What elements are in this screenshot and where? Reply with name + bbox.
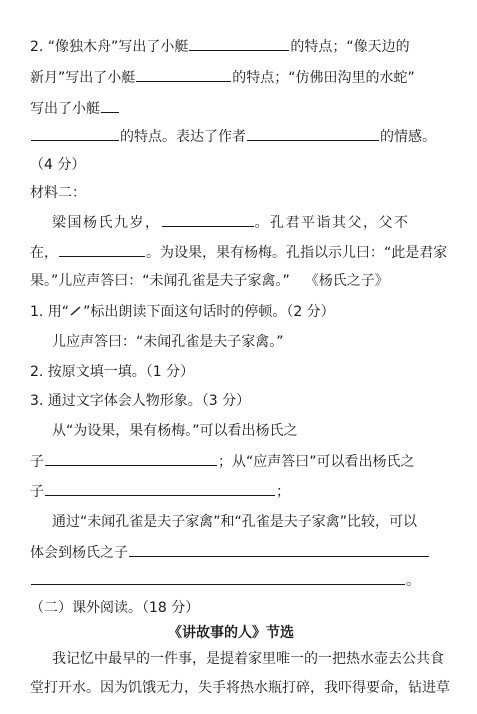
question-text: ；从“应声答曰”可以看出杨氏之 xyxy=(218,454,415,470)
question-text: 体会到杨氏之子 xyxy=(30,545,128,561)
q2-text: 写出了小艇 xyxy=(30,101,100,117)
question-text: 。 xyxy=(406,573,420,589)
question-text: ； xyxy=(276,484,290,500)
answer-blank[interactable] xyxy=(101,98,119,113)
answer-blank[interactable] xyxy=(45,481,275,496)
passage-text: 果。”儿应声答曰：“未闻孔雀是夫子家禽。” xyxy=(30,273,290,289)
question-3-line-4: 通过“未闻孔雀是夫子家禽”和“孔雀是夫子家禽”比较，可以 xyxy=(52,514,418,530)
q2-text: 的特点；“像天边的 xyxy=(290,39,410,55)
q2-text: 2. “像独木舟”写出了小艇 xyxy=(30,39,189,55)
material2-line-1 xyxy=(52,212,410,232)
answer-blank[interactable] xyxy=(31,126,119,141)
reading-paragraph-line-1: 我记忆中最早的一件事，是提着家里唯一的一把热水壶去公共食 xyxy=(52,651,444,667)
material2-line-2 xyxy=(30,242,447,262)
passage-text: 。孔君平诣其父，父不 xyxy=(254,215,410,231)
question-2: 2. 按原文填一填。（1 分） xyxy=(30,364,195,380)
answer-blank[interactable] xyxy=(162,212,254,227)
passage-source: 《杨氏之子》 xyxy=(311,273,389,289)
q2-text: 新月”写出了小艇 xyxy=(30,70,136,86)
question-3: 3. 通过文字体会人物形象。（3 分） xyxy=(30,393,251,409)
question-3-line-2 xyxy=(30,451,415,471)
material2-heading: 材料二： xyxy=(30,185,86,201)
pause-mark-icon xyxy=(69,304,83,318)
passage-text: 梁国杨氏九岁， xyxy=(52,215,161,231)
q2-line-1 xyxy=(30,36,410,56)
reading-paragraph-line-2: 堂打开水。因为饥饿无力，失手将热水瓶打碎，我吓得要命，钻进草 xyxy=(30,680,450,696)
question-3-line-3 xyxy=(30,481,290,501)
answer-blank[interactable] xyxy=(129,542,429,557)
q2-text: 的特点；“仿佛田沟里的水蛇” xyxy=(232,70,415,86)
answer-blank[interactable] xyxy=(45,451,217,466)
answer-blank[interactable] xyxy=(189,36,289,51)
q2-text: 的情感。 xyxy=(380,129,436,145)
question-text: 子 xyxy=(30,484,44,500)
q2-text: 的特点。表达了作者 xyxy=(120,129,246,145)
section2-heading: （二）课外阅读。（18 分） xyxy=(30,600,200,616)
question-1 xyxy=(30,302,335,322)
question-text: 子 xyxy=(30,454,44,470)
answer-blank[interactable] xyxy=(247,126,379,141)
answer-blank[interactable] xyxy=(136,67,231,82)
q2-line-4 xyxy=(30,126,436,146)
question-text: 1. 用“ xyxy=(30,304,70,320)
reading-title: 《讲故事的人》节选 xyxy=(168,625,294,641)
question-1-quote: 儿应声答曰：“未闻孔雀是夫子家禽。” xyxy=(52,334,284,350)
passage-text: 在， xyxy=(30,245,58,261)
answer-blank[interactable] xyxy=(59,242,145,257)
q2-line-3 xyxy=(30,98,120,118)
material2-line-3 xyxy=(30,271,389,291)
passage-text: 。为设果，果有杨梅。孔指以示儿曰：“此是君家 xyxy=(146,245,448,261)
question-3-line-6 xyxy=(30,570,420,590)
q2-line-2 xyxy=(30,67,415,87)
question-text: ”标出朗读下面这句话时的停顿。（2 分） xyxy=(83,304,335,320)
answer-blank[interactable] xyxy=(31,570,405,585)
q2-score: （4 分） xyxy=(30,157,86,173)
question-3-line-1: 从“为设果，果有杨梅。”可以看出杨氏之 xyxy=(52,423,298,439)
question-3-line-5 xyxy=(30,542,430,562)
